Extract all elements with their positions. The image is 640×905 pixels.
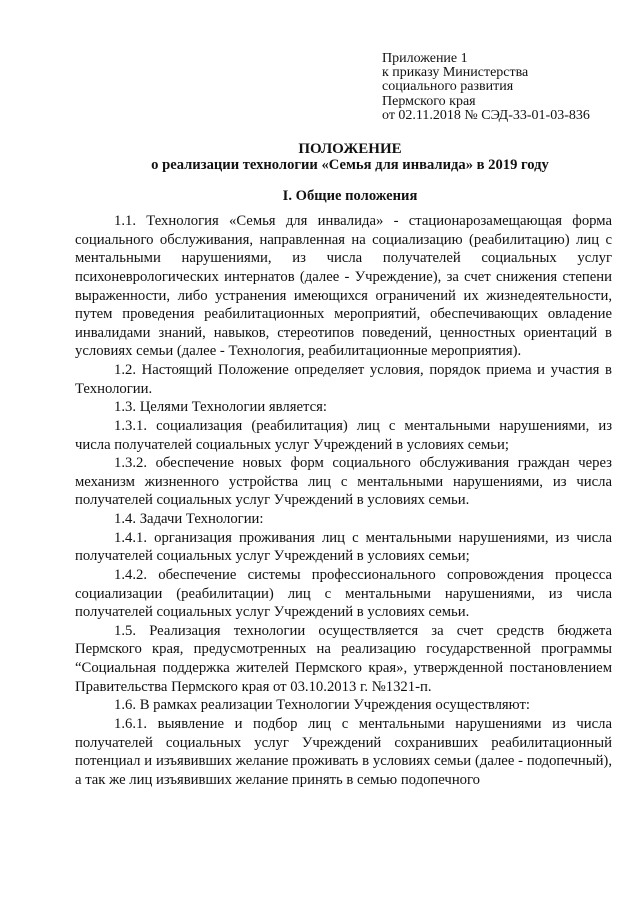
appendix-number: Приложение 1 bbox=[382, 51, 468, 66]
paragraph-1-6-1: 1.6.1. выявление и подбор лиц с ментальными нарушениями из числа получателей социальных услуг Учреждений сохранивших реабилитационный потенциал и изъявивших желание проживать в условиях семьи (далее - подопечный), а так же лиц изъявивших желание принять в семью подопечного bbox=[75, 715, 612, 788]
appendix-ministry-line: социального развития bbox=[382, 79, 514, 95]
section-heading: I. Общие положения bbox=[282, 188, 418, 204]
paragraph-1-6: 1.6. В рамках реализации Технологии Учреждения осуществляют: bbox=[114, 697, 530, 714]
paragraph-1-4-1: 1.4.1. организация проживания лиц с ментальными нарушениями, из числа получателей социальных услуг Учреждений в условиях семьи; bbox=[75, 529, 612, 565]
paragraph-1-5: 1.5. Реализация технологии осуществляется за счет средств бюджета Пермского края, предусмотренных на реализацию государственной программы “Социальная поддержка жителей Пермского края», утвержденной постановлением Правительства Пермского края от 03.10.2013 г. №1321-п. bbox=[75, 622, 612, 695]
paragraph-1-4-2: 1.4.2. обеспечение системы профессионального сопровождения процесса социализации (реабилитации) лиц с ментальными нарушениями, из числа получателей социальных услуг Учреждений в условиях семьи. bbox=[75, 566, 612, 621]
paragraph-1-4: 1.4. Задачи Технологии: bbox=[114, 511, 264, 527]
appendix-reference bbox=[382, 52, 632, 123]
appendix-date-number: от 02.11.2018 № СЭД-33-01-03-836 bbox=[382, 107, 590, 123]
document-body bbox=[75, 212, 612, 789]
paragraph-1-3: 1.3. Целями Технологии является: bbox=[114, 399, 327, 416]
document-subtitle: о реализации технологии «Семья для инвалида» в 2019 году bbox=[151, 157, 549, 173]
document-title: ПОЛОЖЕНИЕ bbox=[298, 141, 402, 157]
paragraph-1-3-2: 1.3.2. обеспечение новых форм социального обслуживания граждан через механизм жизненного устройства лиц с ментальными нарушениями, из числа получателей социальных услуг Учреждений в условиях семьи. bbox=[75, 455, 612, 509]
appendix-region-line: Пермского края bbox=[382, 93, 476, 109]
paragraph-1-1: 1.1. Технология «Семья для инвалида» - стационарозамещающая форма социального обслуживания, направленная на социализацию (реабилитацию) лиц с ментальными нарушениями, из числа получателей социальных услуг психоневрологических интернатов (далее - Учреждение), за счет снижения степени выраженности, либо устранения имеющихся ограничений их жизнедеятельности, путем проведения реабилитационных мероприятий, обеспечивающих овладение инвалидами знаний, навыков, стереотипов поведений, ценностных ориентаций в условиях семьи (далее - Технология, реабилитационные мероприятия). bbox=[75, 213, 612, 360]
paragraph-1-3-1: 1.3.1. социализация (реабилитация) лиц с ментальными нарушениями, из числа получателей социальных услуг Учреждений в условиях семьи; bbox=[75, 417, 612, 453]
paragraph-1-2: 1.2. Настоящий Положение определяет условия, порядок приема и участия в Технологии. bbox=[75, 362, 612, 397]
appendix-order-line: к приказу Министерства bbox=[382, 65, 529, 81]
